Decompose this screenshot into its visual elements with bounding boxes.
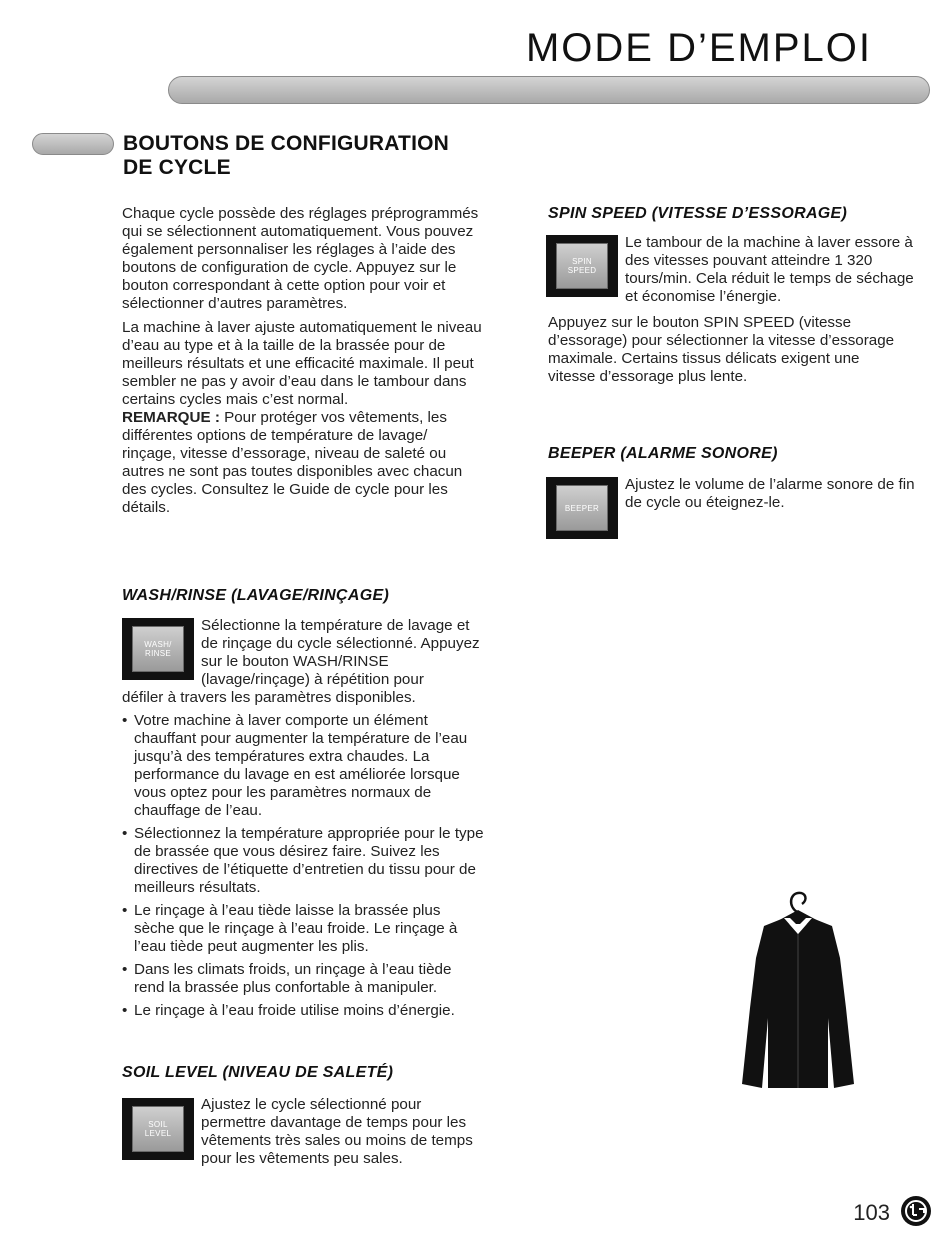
list-item: • Sélectionnez la température appropriée pour le type de brassée que vous désirez faire. Suivez les directives de l’étiquette d’entretien du tissu pour de meilleurs résultats. <box>122 825 484 897</box>
page-number: 103 <box>853 1200 890 1225</box>
soil-level-button-image <box>122 1098 194 1160</box>
wash-rinse-button-label-1: WASH/ <box>144 640 172 649</box>
list-item: • Le rinçage à l’eau tiède laisse la brassée plus sèche que le rinçage à l’eau froide. Le rinçage à l’eau tiède peut augmenter les plis. <box>122 902 484 956</box>
beeper-button-image <box>546 477 618 539</box>
soil-level-heading: SOIL LEVEL (NIVEAU DE SALETÉ) <box>122 1064 394 1081</box>
wash-rinse-heading: WASH/RINSE (LAVAGE/RINÇAGE) <box>122 587 390 604</box>
wash-rinse-button-label-2: RINSE <box>145 649 171 658</box>
soil-level-button-label-1: SOIL <box>148 1120 168 1129</box>
list-item: • Dans les climats froids, un rinçage à l’eau tiède rend la brassée plus confortable à manipuler. <box>122 961 484 997</box>
soil-level-description: Ajustez le cycle sélectionné pour permettre davantage de temps pour les vêtements très sales ou moins de temps pour les vêtements peu sales. <box>201 1096 473 1167</box>
header-decorative-bar <box>168 76 930 104</box>
lg-logo-icon <box>900 1195 932 1227</box>
spin-speed-button-face <box>556 243 608 289</box>
soil-level-button-label-2: LEVEL <box>144 1129 172 1138</box>
section-marker-pill <box>32 133 114 155</box>
intro-paragraph-1: Chaque cycle possède des réglages préprogrammés qui se sélectionnent automatiquement. Vous pouvez également personnaliser les réglages à l’aide des boutons de configuration de cycle. Appuyez sur le bouton correspondant à cette option pour voir et sélectionner d’autres paramètres. <box>122 205 479 312</box>
wash-rinse-description-cont: défiler à travers les paramètres disponibles. <box>122 689 416 706</box>
beeper-button-label: BEEPER <box>564 503 600 513</box>
intro-note <box>122 409 482 517</box>
spin-speed-description: Le tambour de la machine à laver essore à des vitesses pouvant atteindre 1 320 tours/min. Cela réduit le temps de séchage et économise l’énergie. <box>625 234 914 305</box>
section-title-line1: BOUTONS DE CONFIGURATION <box>123 132 450 155</box>
beeper-description: Ajustez le volume de l’alarme sonore de fin de cycle ou éteignez-le. <box>625 476 915 511</box>
wash-rinse-bullet-list <box>122 712 484 1025</box>
spin-speed-button-image <box>546 235 618 297</box>
list-item: • Votre machine à laver comporte un élément chauffant pour augmenter la température de l’eau jusqu’à des températures extra chaudes. La performance du lavage en est améliorée lorsque vous optez pour les paramètres normaux de chauffage de l’eau. <box>122 712 484 820</box>
beeper-button-face <box>556 485 608 531</box>
wash-rinse-description: Sélectionne la température de lavage et de rinçage du cycle sélectionné. Appuyez sur le bouton WASH/RINSE (lavage/rinçage) à répétition pour <box>201 617 480 688</box>
spin-speed-button-label-2: SPEED <box>567 266 597 275</box>
wash-rinse-button-face <box>132 626 184 672</box>
beeper-heading: BEEPER (ALARME SONORE) <box>548 445 778 462</box>
wash-rinse-button-image <box>122 618 194 680</box>
page-header-title: MODE D’EMPLOI <box>525 26 872 70</box>
shirt-on-hanger-icon <box>728 888 868 1093</box>
note-text: Pour protéger vos vêtements, les différentes options de température de lavage/ rinçage, vitesse d’essorage, niveau de saleté ou autres ne sont pas toutes disponibles avec chacun des cycles. Consultez le Guide de cycle pour les détails. <box>122 409 463 516</box>
soil-level-button-face <box>132 1106 184 1152</box>
spin-speed-description-2: Appuyez sur le bouton SPIN SPEED (vitesse d’essorage) pour sélectionner la vitesse d’essorage maximale. Certains tissus délicats exigent une vitesse d’essorage plus lente. <box>548 314 895 385</box>
spin-speed-button-label-1: SPIN <box>572 257 592 266</box>
intro-paragraph-2: La machine à laver ajuste automatiquement le niveau d’eau au type et à la taille de la brassée pour de meilleurs résultats et une efficacité maximale. Il peut sembler ne pas y avoir d’eau dans le tambour dans certains cycles mais c’est normal. <box>122 319 482 408</box>
note-label: REMARQUE : <box>122 409 220 426</box>
intro-text <box>122 205 482 517</box>
section-title-line2: DE CYCLE <box>123 156 231 179</box>
spin-speed-heading: SPIN SPEED (VITESSE D’ESSORAGE) <box>548 205 848 222</box>
section-title <box>123 132 483 180</box>
list-item: • Le rinçage à l’eau froide utilise moins d’énergie. <box>122 1002 484 1020</box>
